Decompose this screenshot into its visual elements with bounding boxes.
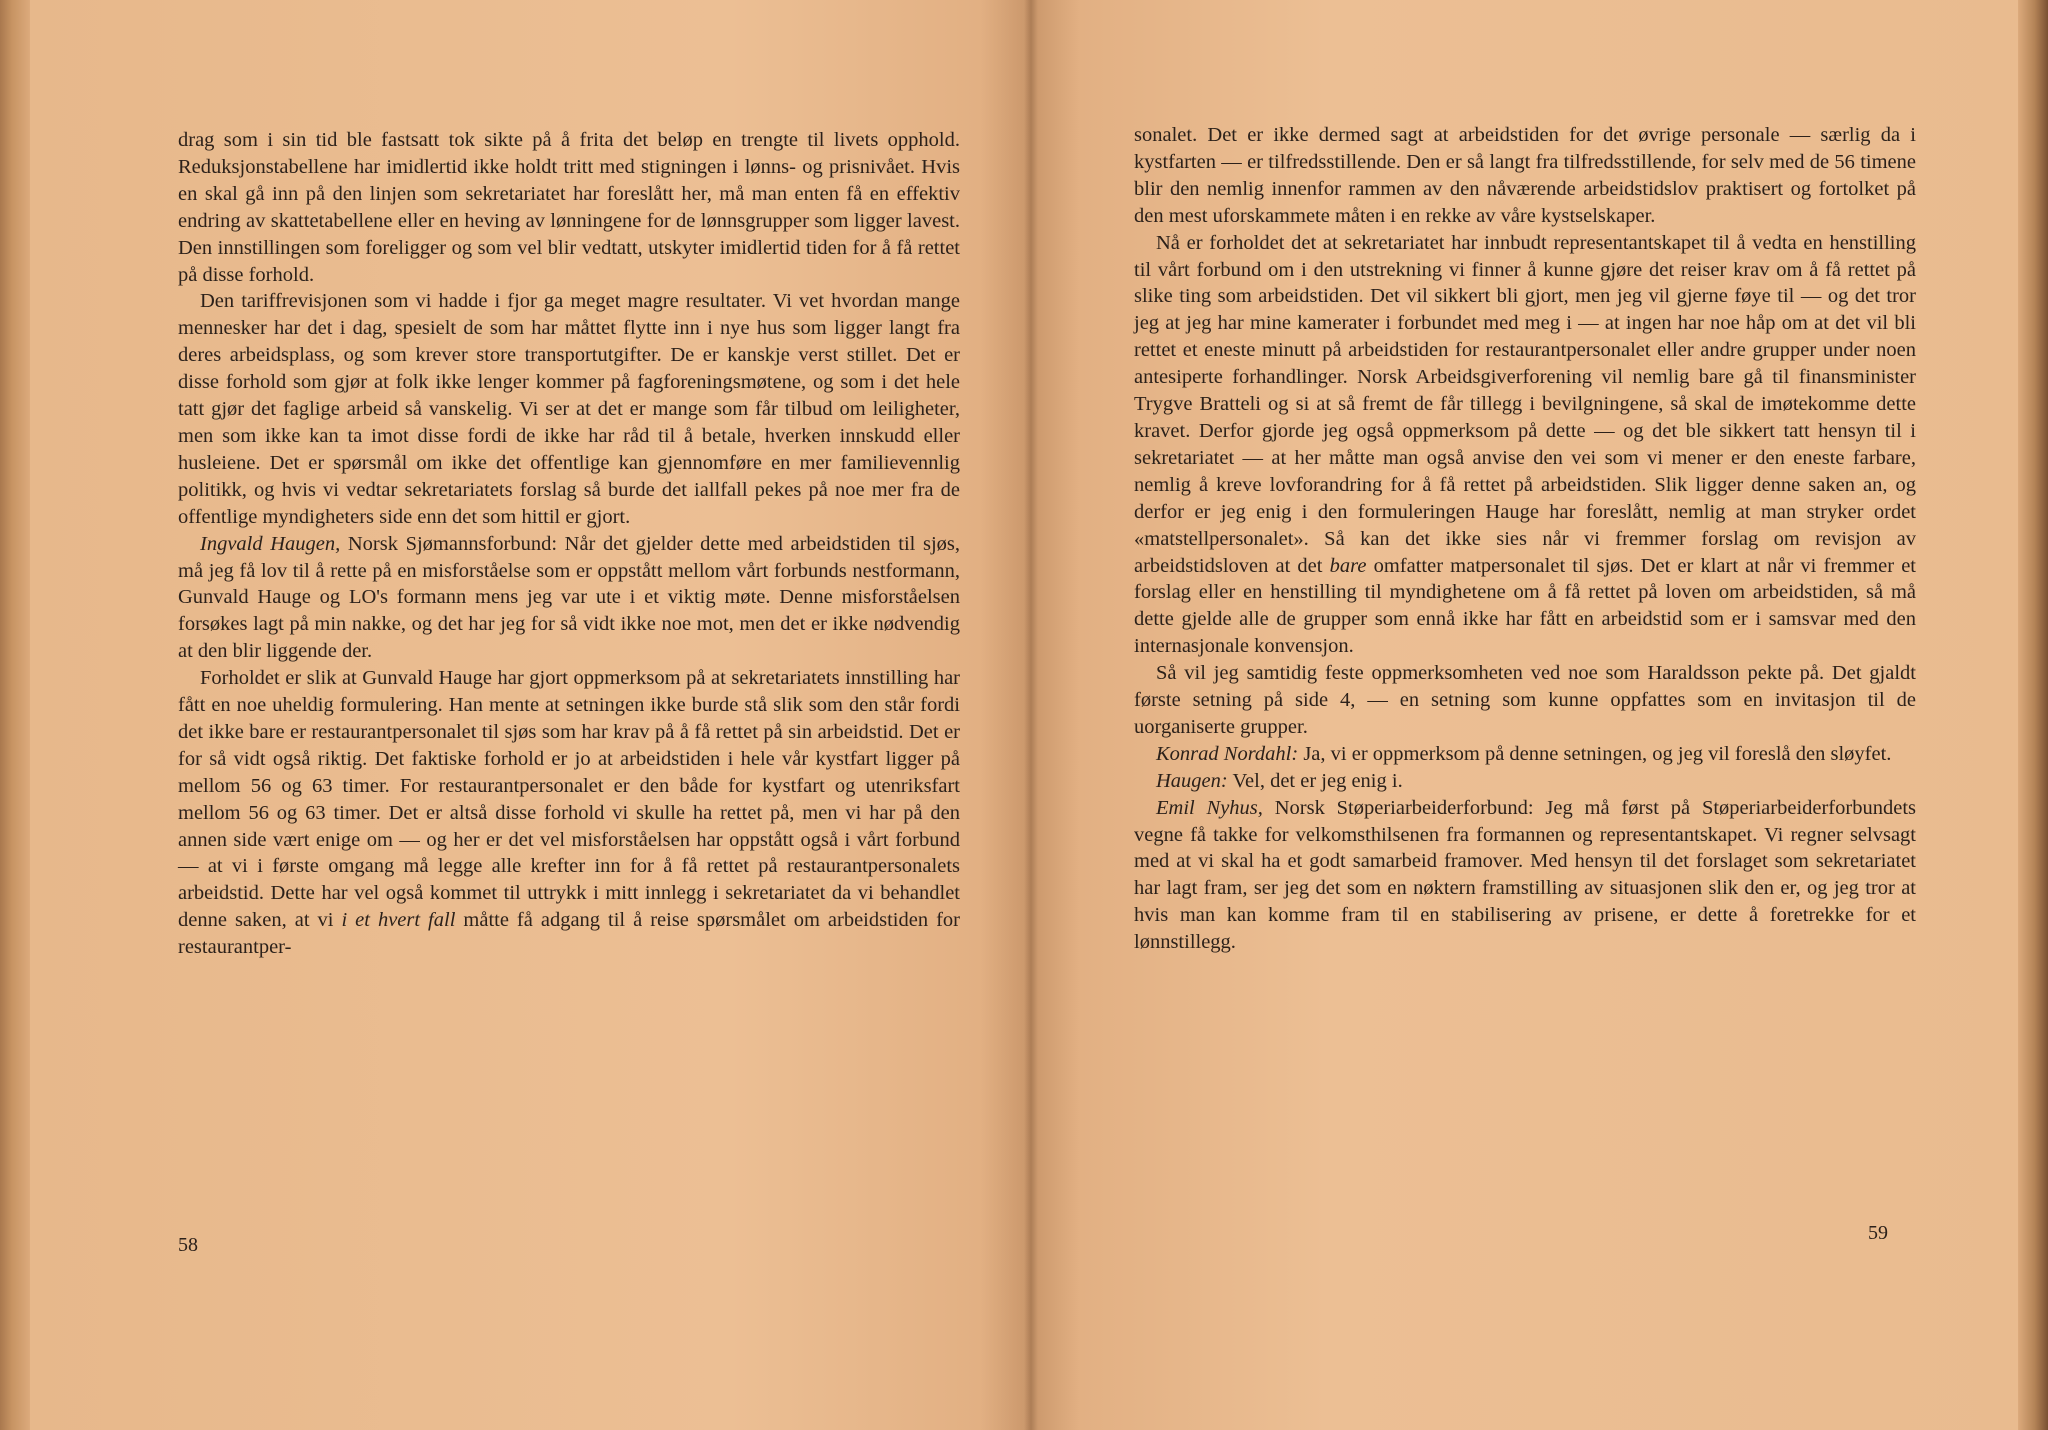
left-paragraph-3 — [178, 531, 960, 666]
speaker-name: Emil Nyhus, — [1156, 796, 1263, 819]
emphasis: bare — [1329, 554, 1367, 577]
left-paragraph-4 — [178, 665, 960, 961]
page-number-left: 58 — [178, 1234, 198, 1256]
right-paragraph-1: sonalet. Det er ikke dermed sagt at arbeidstiden for det øvrige personale — særlig da i kystfarten — er tilfredsstillende. Den er så langt fra tilfredsstillende, for selv med de 56 timene blir den nemlig innenfor rammen av den nåværende arbeidstidslov praktisert og fortolket på den mest uforskammete måten i en rekke av våre kystselskaper. — [1134, 124, 1916, 227]
emphasis: i et hvert fall — [341, 909, 456, 932]
right-paragraph-5 — [1134, 768, 1916, 795]
paragraph-body-cont: måtte få adgang til å reise spørsmålet om arbeidstiden for restaurantper- — [178, 909, 960, 959]
page-number-right: 59 — [1868, 1222, 1888, 1244]
right-page — [1030, 0, 2018, 1430]
right-paragraph-6 — [1134, 795, 1916, 956]
paragraph-body-cont: omfatter matpersonalet til sjøs. Det er klart at når vi fremmer et forslag eller en henstilling til myndighetene om å få rettet på loven om arbeidstiden, så må dette gjelde alle de grupper som ennå ikke har fått en arbeidstid som er i samsvar med den internasjonale konvensjon. — [1134, 554, 1917, 658]
paragraph-body: Norsk Støperiarbeiderforbund: Jeg må først på Støperiarbeiderforbundets vegne få takke for velkomsthilsenen fra formannen og representantskapet. Vi regner selvsagt med at vi skal ha et godt samarbeid framover. Med hensyn til det forslaget som sekretariatet har lagt fram, ser jeg det som en nøktern framstilling av situasjonen slik den er, og jeg tror at hvis man kan komme fram til en stabilisering av prisene, er dette å foretrekke for et lønnstillegg. — [1134, 796, 1916, 954]
right-page-text — [1134, 122, 1916, 956]
speaker-name: Haugen: — [1156, 769, 1228, 792]
left-paragraph-2: Den tariffrevisjonen som vi hadde i fjor ga meget magre resultater. Vi vet hvordan mange mennesker har det i dag, spesielt de som har måttet flytte inn i nye hus som ligger langt fra deres arbeidsplass, og som krever store transportutgifter. De er kanskje verst stillet. Det er disse forhold som gjør at folk ikke lenger kommer på fagforeningsmøtene, og som i det hele tatt gjør det faglige arbeid så vanskelig. Vi ser at det er mange som får tilbud om leiligheter, men som ikke kan ta imot disse fordi de ikke har råd til å betale, hverken innskudd eller husleiene. Det er spørsmål om ikke det offentlige kan gjennomføre en mer familievennlig politikk, og hvis vi vedtar sekretariatets forslag så burde det iallfall pekes på noe mer fra de offentlige myndigheters side enn det som hittil er gjort. — [178, 290, 960, 528]
speaker-name: Ingvald Haugen, — [200, 532, 341, 555]
right-paragraph-4 — [1134, 741, 1916, 768]
book-gutter — [1024, 0, 1038, 1430]
right-paragraph-3: Så vil jeg samtidig feste oppmerksomheten ved noe som Haraldsson pekte på. Det gjaldt første setning på side 4, — en setning som kunne oppfattes som en invitasjon til de uorganiserte grupper. — [1134, 662, 1916, 738]
paragraph-body: Ja, vi er oppmerksom på denne setningen, og jeg vil foreslå den sløyfet. — [1298, 742, 1892, 765]
left-page-text — [178, 127, 960, 961]
left-paragraph-1: drag som i sin tid ble fastsatt tok sikte på å frita det beløp en trengte til livets opphold. Reduksjonstabellene har imidlertid ikke holdt tritt med stigningen i lønns- og prisnivået. Hvis en skal gå inn på den linjen som sekretariatet har foreslått her, må man enten få en effektiv endring av skattetabellene eller en heving av lønningene for de lønnsgrupper som ligger lavest. Den innstillingen som foreligger og som vel blir vedtatt, utskyter imidlertid tiden for å få rettet på disse forhold. — [178, 129, 960, 286]
paragraph-body: Vel, det er jeg enig i. — [1227, 769, 1403, 792]
left-page — [30, 0, 1030, 1430]
paragraph-body: Forholdet er slik at Gunvald Hauge har gjort oppmerksom på at sekretariatets innstilling har fått en noe uheldig formulering. Han mente at setningen ikke burde stå slik som den står fordi det ikke bare er restaurantpersonalet til sjøs som har krav på å få rettet på sin arbeidstid. Det er for så vidt også riktig. Det faktiske forhold er jo at arbeidstiden i hele vår kystfart ligger på mellom 56 og 63 timer. For restaurantpersonalet er den både for kystfart og utenriksfart mellom 56 og 63 timer. Det er altså disse forhold vi skulle ha rettet på, men vi har på den annen side vært enige om — og her er det vel misforståelsen har oppstått også i vårt forbund — at vi i første omgang må legge alle krefter inn for å få rettet på restaurantpersonalets arbeidstid. Dette har vel også kommet til uttrykk i mitt innlegg i sekretariatet da vi behandlet denne saken, at vi — [178, 667, 960, 932]
speaker-name: Konrad Nordahl: — [1156, 742, 1299, 765]
right-paragraph-2 — [1134, 230, 1916, 661]
book-edge-right — [2018, 0, 2048, 1430]
book-edge-left — [0, 0, 30, 1430]
paragraph-body: Norsk Sjømannsforbund: Når det gjelder dette med arbeidstiden til sjøs, må jeg få lov til å rette på en misforståelse som er oppstått mellom vårt forbunds nestformann, Gunvald Hauge og LO's formann mens jeg var ute i et viktig møte. Denne misforståelsen forsøkes lagt på min nakke, og det har jeg for så vidt ikke noe mot, men det er ikke nødvendig at den blir liggende der. — [178, 532, 961, 663]
paragraph-body: Nå er forholdet det at sekretariatet har innbudt representantskapet til å vedta en henstilling til vårt forbund om i den utstrekning vi finner å kunne gjøre det reiser krav om å få rettet på slike ting som arbeidstiden. Det vil sikkert bli gjort, men jeg vil gjerne føye til — og det tror jeg at jeg har mine kamerater i forbundet med meg i — at ingen har noe håp om at det vil bli rettet et eneste minutt på arbeidstiden for restaurantpersonalet eller andre grupper under noen antesiperte forhandlinger. Norsk Arbeidsgiverforening vil nemlig bare gå til finansminister Trygve Bratteli og si at så fremt de får tillegg i bevilgningene, så skal de imøtekomme dette kravet. Derfor gjorde jeg også oppmerksom på dette — og det ble sikkert tatt hensyn til i sekretariatet — at her måtte man også anvise den vei som vi mener er den eneste farbare, nemlig å kreve lovforandring for å få rettet på arbeidstiden. Slik ligger denne saken an, og derfor er jeg enig i den formuleringen Hauge har foreslått, nemlig at man stryker ordet «matstellpersonalet». Så kan det ikke sies når vi fremmer forslag om revisjon av arbeidstidsloven at det — [1134, 231, 1916, 577]
